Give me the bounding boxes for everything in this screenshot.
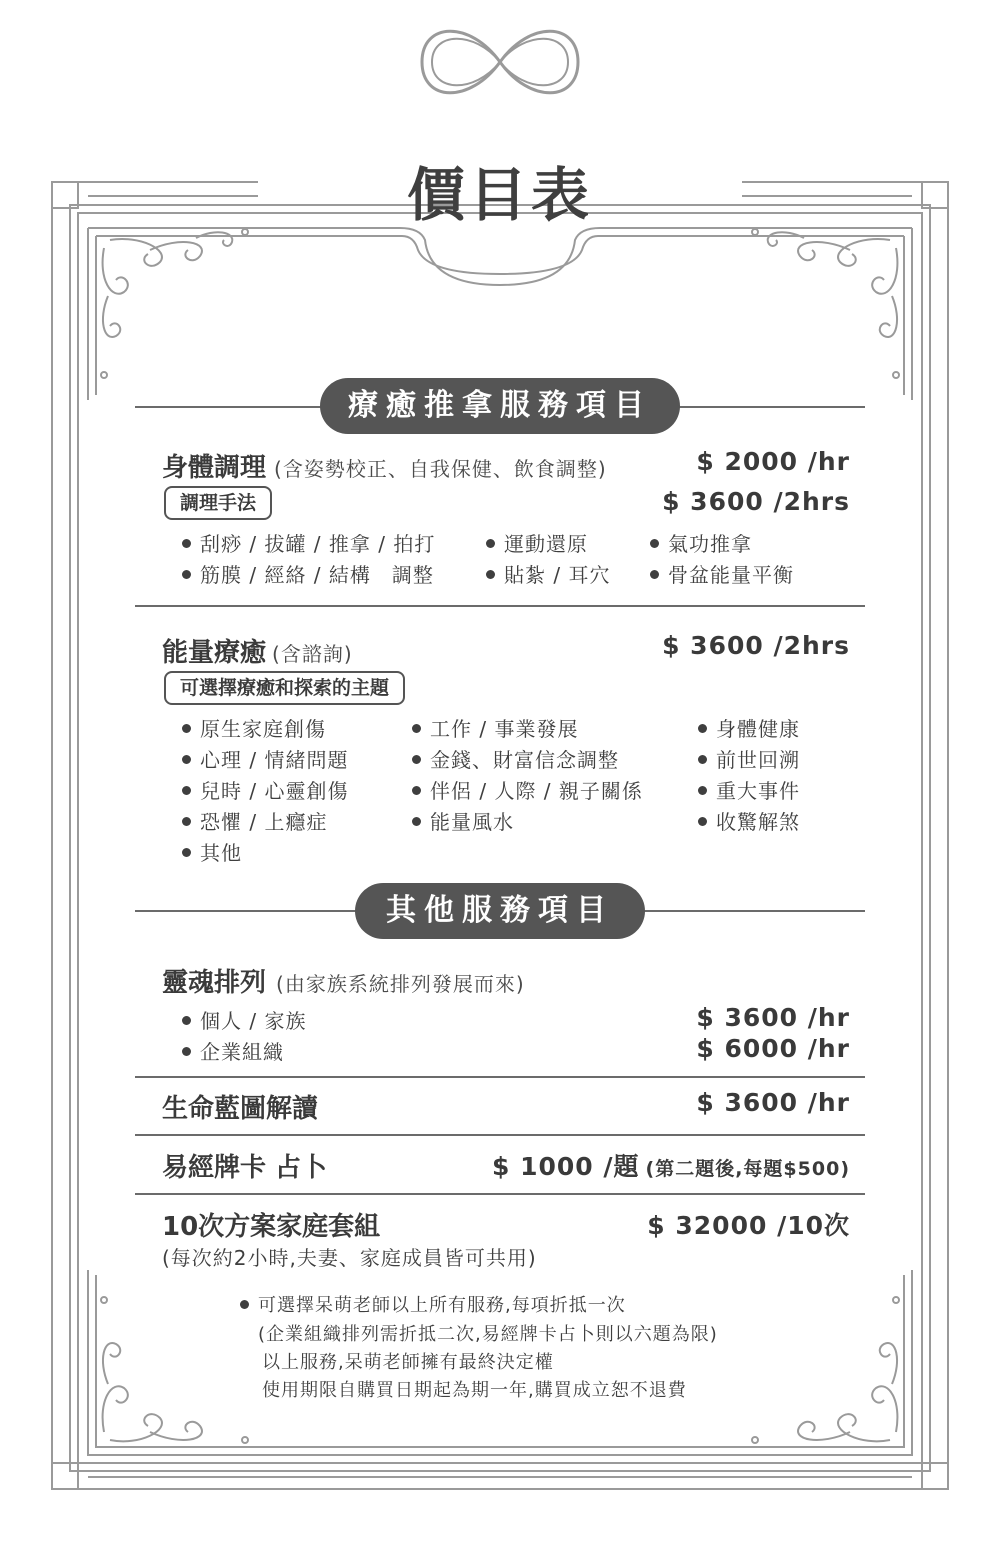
list-item: 個人 / 家族 (182, 1005, 306, 1034)
list-item: 伴侶 / 人際 / 親子關係 (412, 775, 643, 804)
list-item: 恐懼 / 上癮症 (182, 806, 327, 835)
price-iching: $ 1000 /題 (第二題後,每題$500) (492, 1152, 850, 1181)
list-item: 其他 (182, 837, 242, 866)
terms-line: 使用期限自購買日期起為期一年,購買成立恕不退費 (262, 1380, 687, 1401)
section-heading-other: 其他服務項目 (355, 883, 645, 939)
terms-line: 以上服務,呆萌老師擁有最終決定權 (262, 1352, 554, 1373)
list-item: 金錢、財富信念調整 (412, 744, 619, 773)
terms-line: (企業組織排列需折抵二次,易經牌卡占卜則以六題為限) (258, 1324, 718, 1345)
divider (135, 1076, 865, 1078)
page-title: 價目表 (406, 161, 593, 229)
list-item: 前世回溯 (698, 744, 800, 773)
service-name-body-care: 身體調理 (含姿勢校正、自我保健、飲食調整) (162, 453, 607, 483)
list-item: 重大事件 (698, 775, 800, 804)
list-item: 工作 / 事業發展 (412, 713, 578, 742)
list-item: 企業組織 (182, 1036, 284, 1065)
list-item: 心理 / 情緒問題 (182, 744, 348, 773)
price-body-care-2hrs: $ 3600 /2hrs (662, 487, 850, 516)
package-note: (每次約2小時,夫妻、家庭成員皆可共用) (162, 1246, 537, 1270)
divider (135, 605, 865, 607)
service-note: (由家族系統排列發展而來) (276, 972, 525, 996)
list-item: 筋膜 / 經絡 / 結構 調整 (182, 559, 434, 588)
service-name-soul: 靈魂排列 (由家族系統排列發展而來) (162, 968, 525, 998)
service-note: (含諮詢) (272, 642, 353, 666)
list-item: 刮痧 / 拔罐 / 推拿 / 拍打 (182, 528, 435, 557)
terms-bullet: 可選擇呆萌老師以上所有服務,每項折抵一次 (240, 1291, 626, 1317)
service-name-iching: 易經牌卡 占卜 (162, 1153, 328, 1183)
service-name-blueprint: 生命藍圖解讀 (162, 1094, 319, 1124)
price-body-care-hr: $ 2000 /hr (696, 447, 850, 476)
divider (135, 1134, 865, 1136)
list-item: 運動還原 (486, 528, 588, 557)
list-item: 原生家庭創傷 (182, 713, 326, 742)
service-name-energy: 能量療癒 (含諮詢) (162, 638, 353, 668)
list-item: 兒時 / 心靈創傷 (182, 775, 348, 804)
divider (135, 1193, 865, 1195)
list-item: 貼紮 / 耳穴 (486, 559, 610, 588)
topic-tag: 可選擇療癒和探索的主題 (164, 671, 405, 705)
service-name-package: 10次方案家庭套組 (162, 1212, 381, 1242)
list-item: 收驚解煞 (698, 806, 800, 835)
list-item: 身體健康 (698, 713, 800, 742)
price-soul-individual: $ 3600 /hr (696, 1003, 850, 1032)
price-package: $ 32000 /10次 (647, 1211, 850, 1240)
service-note: (含姿勢校正、自我保健、飲食調整) (274, 457, 607, 481)
section-heading-healing: 療癒推拿服務項目 (320, 378, 680, 434)
list-item: 氣功推拿 (650, 528, 752, 557)
price-energy: $ 3600 /2hrs (662, 631, 850, 660)
list-item: 骨盆能量平衡 (650, 559, 794, 588)
price-soul-enterprise: $ 6000 /hr (696, 1034, 850, 1063)
price-blueprint: $ 3600 /hr (696, 1088, 850, 1117)
list-item: 能量風水 (412, 806, 514, 835)
technique-tag: 調理手法 (164, 486, 272, 520)
